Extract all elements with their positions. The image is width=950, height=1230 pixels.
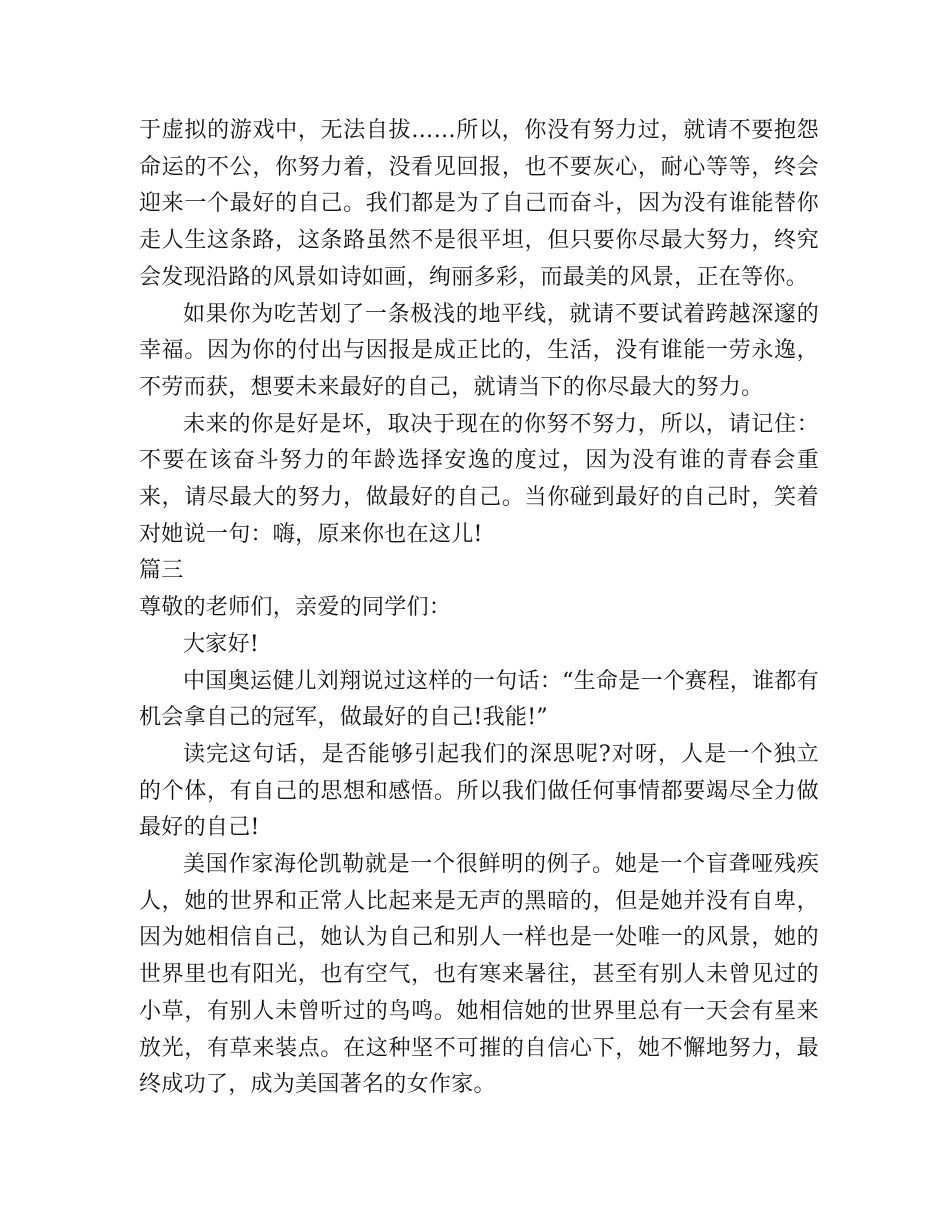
paragraph-3: 未来的你是好是坏，取决于现在的你努不努力，所以，请记住：不要在该奋斗努力的年龄选择安逸的度过，因为没有谁的青春会重来，请尽最大的努力，做最好的自己。当你碰到最好的自己时，笑着对她说一句：嗨，原来你也在这儿! bbox=[139, 411, 819, 547]
salutation: 尊敬的老师们，亲爱的同学们： bbox=[139, 595, 452, 621]
paragraph-helen-keller: 美国作家海伦凯勒就是一个很鲜明的例子。她是一个盲聋哑残疾人，她的世界和正常人比起来是无声的黑暗的，但是她并没有自卑，因为她相信自己，她认为自己和别人一样也是一处唯一的风景，她的世界里也有阳光，也有空气，也有寒来暑往，甚至有别人未曾见过的小草，有别人未曾听过的鸟鸣。她相信她的世界里总有一天会有星来放光，有草来装点。在这种坚不可摧的自信心下，她不懈地努力，最终成功了，成为美国著名的女作家。 bbox=[139, 852, 819, 1098]
paragraph-2: 如果你为吃苦划了一条极浅的地平线，就请不要试着跨越深邃的幸福。因为你的付出与因报是成正比的，生活，没有谁能一劳永逸，不劳而获，想要未来最好的自己，就请当下的你尽最大的努力。 bbox=[139, 301, 819, 400]
greeting: 大家好! bbox=[183, 631, 260, 657]
paragraph-reflection: 读完这句话，是否能够引起我们的深思呢?对呀，人是一个独立的个体，有自己的思想和感悟。所以我们做任何事情都要竭尽全力做最好的自己! bbox=[139, 741, 819, 841]
section-heading: 篇三 bbox=[139, 558, 184, 584]
paragraph-1: 于虚拟的游戏中，无法自拔……所以，你没有努力过，就请不要抱怨命运的不公，你努力着，没看见回报，也不要灰心，耐心等等，终会迎来一个最好的自己。我们都是为了自己而奋斗，因为没有谁能替你走人生这条路，这条路虽然不是很平坦，但只要你尽最大努力，终究会发现沿路的风景如诗如画，绚丽多彩，而最美的风景，正在等你。 bbox=[139, 118, 819, 290]
document-body bbox=[139, 113, 819, 1104]
paragraph-quote: 中国奥运健儿刘翔说过这样的一句话：“生命是一个赛程，谁都有机会拿自己的冠军，做最好的自己!我能!” bbox=[139, 668, 819, 731]
